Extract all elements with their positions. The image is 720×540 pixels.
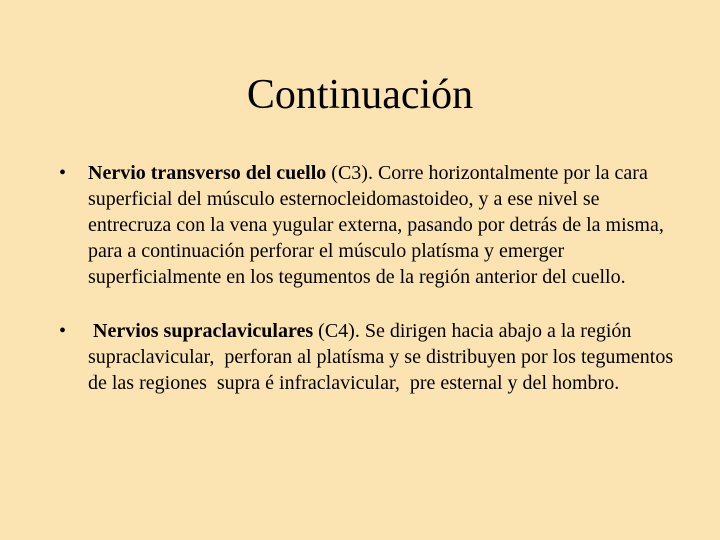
bullet-icon: • (59, 320, 67, 342)
bullet-nervio-transverso (56, 160, 676, 290)
bullet-list (56, 160, 679, 396)
slide-title: Continuación (246, 72, 474, 118)
bullet-text: (C4). Se dirigen hacia abajo a la región supraclavicular, perforan al platísma y se distribuyen por los tegumentos de las regiones supra é infraclavicular, pre esternal y del hombro. (88, 320, 679, 394)
bullet-nervios-supraclaviculares (56, 318, 679, 396)
bullet-text: (C3). Corre horizontalmente por la cara superficial del músculo esternocleidomastoideo, y a ese nivel se entrecruza con la vena yugular externa, pasando por detrás de la misma, para a continuación perforar el músculo platísma y emerger superficialmente en los tegumentos de la región anterior del cuello. (88, 162, 664, 288)
bullet-icon: • (59, 162, 67, 184)
bullet-term: Nervio transverso del cuello (88, 162, 327, 184)
bullet-term: Nervios supraclaviculares (88, 320, 314, 342)
